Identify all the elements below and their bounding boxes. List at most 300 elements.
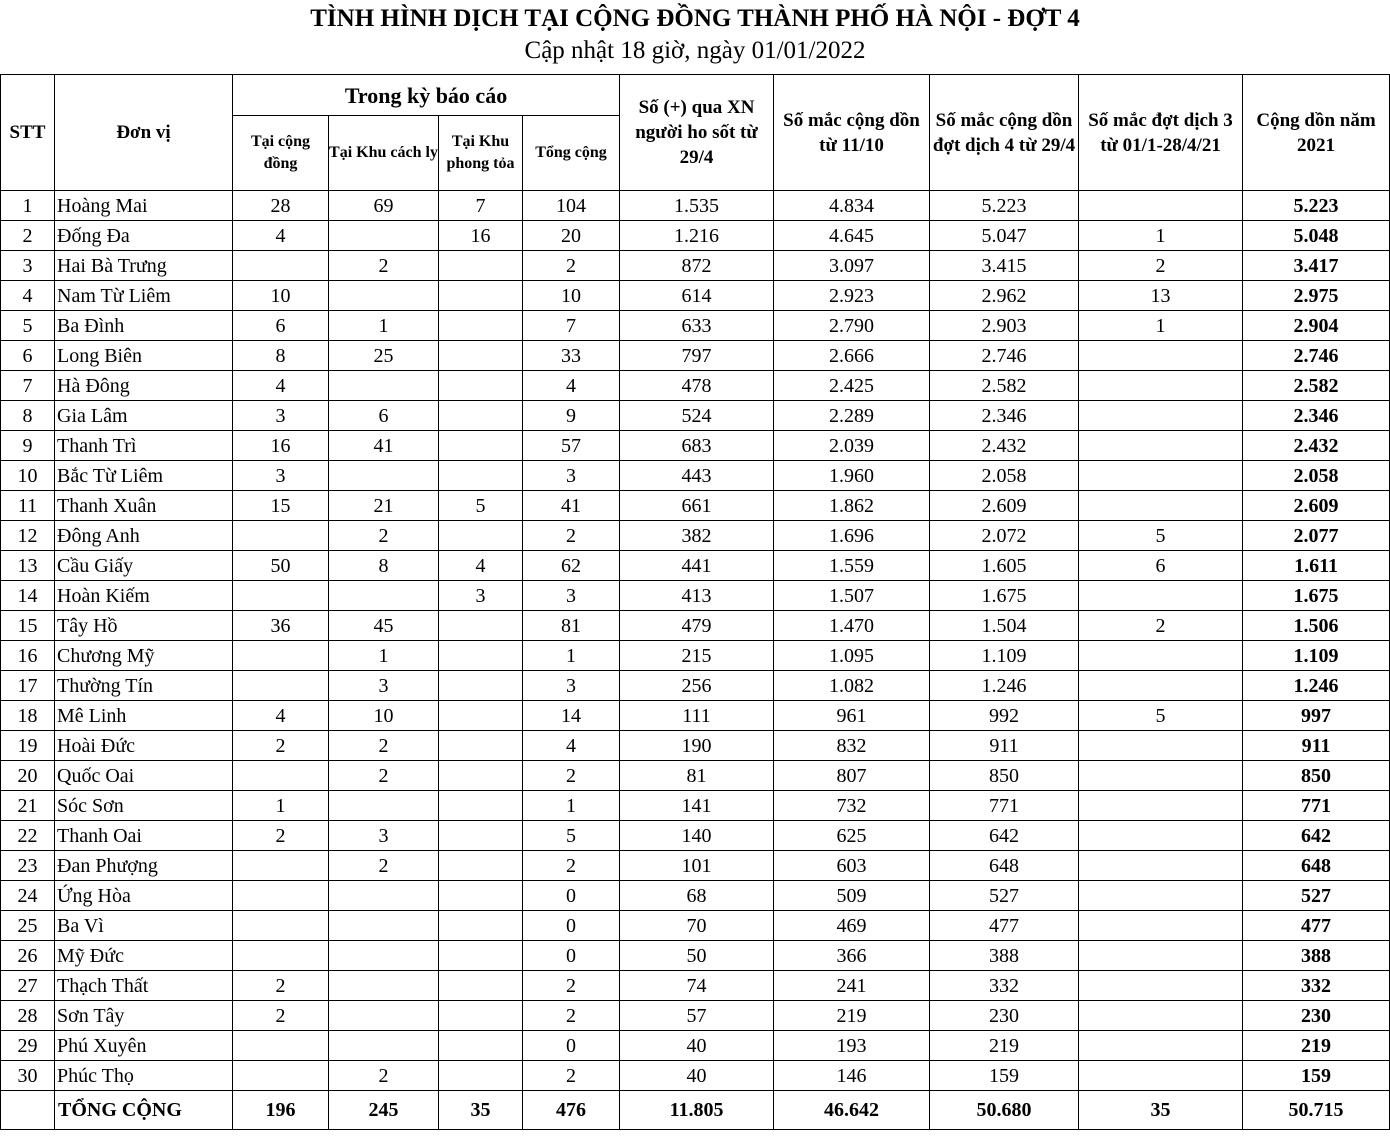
header-cong-don-2021: Cộng dồn năm 2021 bbox=[1243, 75, 1390, 191]
tai-khu-phong-toa-cell bbox=[439, 671, 523, 701]
total-tai-khu-cach-ly-cell: 245 bbox=[329, 1091, 439, 1130]
so-mac-dot4-cell: 1.675 bbox=[930, 581, 1079, 611]
table-row bbox=[1, 791, 1390, 821]
tai-cong-dong-cell: 15 bbox=[233, 491, 329, 521]
don-vi-cell: Đống Đa bbox=[55, 221, 233, 251]
so-mac-dot3-cell bbox=[1079, 461, 1243, 491]
tai-khu-phong-toa-cell bbox=[439, 851, 523, 881]
tai-cong-dong-cell bbox=[233, 251, 329, 281]
so-mac-dot4-cell: 1.109 bbox=[930, 641, 1079, 671]
tai-cong-dong-cell: 2 bbox=[233, 1001, 329, 1031]
so-mac-dot3-cell bbox=[1079, 1001, 1243, 1031]
tai-cong-dong-cell: 4 bbox=[233, 701, 329, 731]
tong-cong-cell: 0 bbox=[523, 941, 620, 971]
stt-cell: 1 bbox=[1, 191, 55, 221]
table-row bbox=[1, 911, 1390, 941]
tai-khu-phong-toa-cell: 16 bbox=[439, 221, 523, 251]
so-mac-dot3-cell bbox=[1079, 851, 1243, 881]
tai-cong-dong-cell: 28 bbox=[233, 191, 329, 221]
stt-cell: 23 bbox=[1, 851, 55, 881]
cong-don-2021-cell: 1.675 bbox=[1243, 581, 1390, 611]
so-mac-dot4-cell: 1.504 bbox=[930, 611, 1079, 641]
so-mac-dot3-cell bbox=[1079, 731, 1243, 761]
so-mac-dot4-cell: 2.903 bbox=[930, 311, 1079, 341]
table-row bbox=[1, 851, 1390, 881]
tai-khu-phong-toa-cell bbox=[439, 941, 523, 971]
so-mac-dot4-cell: 332 bbox=[930, 971, 1079, 1001]
tai-khu-cach-ly-cell: 1 bbox=[329, 641, 439, 671]
so-mac-dot4-cell: 642 bbox=[930, 821, 1079, 851]
cong-don-2021-cell: 1.246 bbox=[1243, 671, 1390, 701]
so-mac-dot4-cell: 5.047 bbox=[930, 221, 1079, 251]
stt-cell: 14 bbox=[1, 581, 55, 611]
so-mac-dot4-cell: 477 bbox=[930, 911, 1079, 941]
so-duong-tinh-cell: 683 bbox=[620, 431, 774, 461]
tai-khu-cach-ly-cell: 21 bbox=[329, 491, 439, 521]
tai-khu-cach-ly-cell: 25 bbox=[329, 341, 439, 371]
so-duong-tinh-cell: 40 bbox=[620, 1031, 774, 1061]
so-mac-cong-don-cell: 219 bbox=[774, 1001, 930, 1031]
cong-don-2021-cell: 2.904 bbox=[1243, 311, 1390, 341]
table-row bbox=[1, 431, 1390, 461]
so-mac-dot3-cell bbox=[1079, 761, 1243, 791]
so-mac-dot3-cell: 1 bbox=[1079, 311, 1243, 341]
header-don-vi: Đơn vị bbox=[55, 75, 233, 191]
tai-khu-phong-toa-cell bbox=[439, 641, 523, 671]
so-mac-cong-don-cell: 1.696 bbox=[774, 521, 930, 551]
tai-khu-phong-toa-cell bbox=[439, 701, 523, 731]
so-mac-dot3-cell: 1 bbox=[1079, 221, 1243, 251]
tai-khu-cach-ly-cell: 1 bbox=[329, 311, 439, 341]
tong-cong-cell: 33 bbox=[523, 341, 620, 371]
total-tong-cong-cell: 476 bbox=[523, 1091, 620, 1130]
tong-cong-cell: 14 bbox=[523, 701, 620, 731]
cong-don-2021-cell: 771 bbox=[1243, 791, 1390, 821]
so-mac-dot3-cell bbox=[1079, 191, 1243, 221]
tai-khu-phong-toa-cell bbox=[439, 1031, 523, 1061]
tai-khu-cach-ly-cell: 2 bbox=[329, 1061, 439, 1091]
cong-don-2021-cell: 2.346 bbox=[1243, 401, 1390, 431]
so-duong-tinh-cell: 74 bbox=[620, 971, 774, 1001]
header-tong-cong: Tổng cộng bbox=[523, 116, 620, 191]
tai-khu-cach-ly-cell bbox=[329, 881, 439, 911]
so-duong-tinh-cell: 478 bbox=[620, 371, 774, 401]
stt-cell: 19 bbox=[1, 731, 55, 761]
so-mac-cong-don-cell: 625 bbox=[774, 821, 930, 851]
table-row bbox=[1, 1061, 1390, 1091]
cong-don-2021-cell: 219 bbox=[1243, 1031, 1390, 1061]
so-mac-cong-don-cell: 1.960 bbox=[774, 461, 930, 491]
don-vi-cell: Mỹ Đức bbox=[55, 941, 233, 971]
so-mac-cong-don-cell: 509 bbox=[774, 881, 930, 911]
cong-don-2021-cell: 2.609 bbox=[1243, 491, 1390, 521]
so-mac-dot3-cell: 2 bbox=[1079, 251, 1243, 281]
stt-cell: 8 bbox=[1, 401, 55, 431]
so-mac-cong-don-cell: 3.097 bbox=[774, 251, 930, 281]
so-mac-dot4-cell: 388 bbox=[930, 941, 1079, 971]
don-vi-cell: Thạch Thất bbox=[55, 971, 233, 1001]
so-mac-dot4-cell: 2.746 bbox=[930, 341, 1079, 371]
don-vi-cell: Thanh Oai bbox=[55, 821, 233, 851]
tong-cong-cell: 4 bbox=[523, 731, 620, 761]
tai-khu-phong-toa-cell: 3 bbox=[439, 581, 523, 611]
tai-cong-dong-cell: 16 bbox=[233, 431, 329, 461]
cong-don-2021-cell: 642 bbox=[1243, 821, 1390, 851]
tong-cong-cell: 104 bbox=[523, 191, 620, 221]
tai-cong-dong-cell bbox=[233, 851, 329, 881]
so-mac-dot4-cell: 2.058 bbox=[930, 461, 1079, 491]
so-mac-dot3-cell bbox=[1079, 671, 1243, 701]
don-vi-cell: Gia Lâm bbox=[55, 401, 233, 431]
so-mac-dot3-cell: 6 bbox=[1079, 551, 1243, 581]
cong-don-2021-cell: 911 bbox=[1243, 731, 1390, 761]
don-vi-cell: Phúc Thọ bbox=[55, 1061, 233, 1091]
table-row bbox=[1, 281, 1390, 311]
table-body bbox=[1, 191, 1390, 1130]
so-mac-dot3-cell bbox=[1079, 431, 1243, 461]
don-vi-cell: Hoàn Kiếm bbox=[55, 581, 233, 611]
don-vi-cell: Chương Mỹ bbox=[55, 641, 233, 671]
table-row bbox=[1, 191, 1390, 221]
table-row bbox=[1, 1001, 1390, 1031]
header-trong-ky-bao-cao: Trong kỳ báo cáo bbox=[233, 75, 620, 116]
stt-cell: 4 bbox=[1, 281, 55, 311]
don-vi-cell: Hoàng Mai bbox=[55, 191, 233, 221]
table-row bbox=[1, 491, 1390, 521]
stt-cell: 6 bbox=[1, 341, 55, 371]
cong-don-2021-cell: 159 bbox=[1243, 1061, 1390, 1091]
so-mac-dot4-cell: 2.432 bbox=[930, 431, 1079, 461]
don-vi-cell: Hai Bà Trưng bbox=[55, 251, 233, 281]
so-mac-cong-don-cell: 193 bbox=[774, 1031, 930, 1061]
so-mac-cong-don-cell: 1.862 bbox=[774, 491, 930, 521]
don-vi-cell: Mê Linh bbox=[55, 701, 233, 731]
tai-cong-dong-cell: 4 bbox=[233, 371, 329, 401]
tong-cong-cell: 2 bbox=[523, 1061, 620, 1091]
tong-cong-cell: 9 bbox=[523, 401, 620, 431]
tai-khu-cach-ly-cell: 2 bbox=[329, 521, 439, 551]
stt-cell: 7 bbox=[1, 371, 55, 401]
so-mac-dot4-cell: 1.605 bbox=[930, 551, 1079, 581]
so-mac-dot3-cell bbox=[1079, 371, 1243, 401]
tai-khu-phong-toa-cell bbox=[439, 371, 523, 401]
table-row bbox=[1, 371, 1390, 401]
tai-khu-cach-ly-cell bbox=[329, 281, 439, 311]
so-duong-tinh-cell: 215 bbox=[620, 641, 774, 671]
tai-khu-phong-toa-cell bbox=[439, 341, 523, 371]
tai-khu-cach-ly-cell: 3 bbox=[329, 671, 439, 701]
total-row bbox=[1, 1091, 1390, 1130]
so-duong-tinh-cell: 140 bbox=[620, 821, 774, 851]
don-vi-cell: Đông Anh bbox=[55, 521, 233, 551]
header-so-duong-tinh: Số (+) qua XN người ho sốt từ 29/4 bbox=[620, 75, 774, 191]
tai-khu-cach-ly-cell: 2 bbox=[329, 251, 439, 281]
cong-don-2021-cell: 230 bbox=[1243, 1001, 1390, 1031]
tai-khu-cach-ly-cell bbox=[329, 221, 439, 251]
so-mac-cong-don-cell: 4.645 bbox=[774, 221, 930, 251]
cong-don-2021-cell: 332 bbox=[1243, 971, 1390, 1001]
cong-don-2021-cell: 2.582 bbox=[1243, 371, 1390, 401]
tai-cong-dong-cell bbox=[233, 911, 329, 941]
table-row bbox=[1, 671, 1390, 701]
tai-cong-dong-cell bbox=[233, 521, 329, 551]
don-vi-cell: Thanh Xuân bbox=[55, 491, 233, 521]
tai-khu-cach-ly-cell: 41 bbox=[329, 431, 439, 461]
table-row bbox=[1, 761, 1390, 791]
table-row bbox=[1, 521, 1390, 551]
tai-cong-dong-cell bbox=[233, 1061, 329, 1091]
so-mac-dot3-cell bbox=[1079, 1031, 1243, 1061]
stt-cell: 30 bbox=[1, 1061, 55, 1091]
so-mac-dot4-cell: 911 bbox=[930, 731, 1079, 761]
cong-don-2021-cell: 388 bbox=[1243, 941, 1390, 971]
so-mac-cong-don-cell: 1.082 bbox=[774, 671, 930, 701]
epidemic-table bbox=[0, 74, 1390, 1130]
tai-cong-dong-cell: 2 bbox=[233, 971, 329, 1001]
tong-cong-cell: 7 bbox=[523, 311, 620, 341]
tai-khu-phong-toa-cell bbox=[439, 1001, 523, 1031]
so-mac-cong-don-cell: 832 bbox=[774, 731, 930, 761]
tai-cong-dong-cell bbox=[233, 641, 329, 671]
tai-cong-dong-cell bbox=[233, 761, 329, 791]
so-mac-cong-don-cell: 603 bbox=[774, 851, 930, 881]
stt-cell: 22 bbox=[1, 821, 55, 851]
tai-khu-cach-ly-cell bbox=[329, 791, 439, 821]
tai-khu-phong-toa-cell bbox=[439, 281, 523, 311]
so-mac-dot3-cell bbox=[1079, 341, 1243, 371]
so-mac-cong-don-cell: 2.425 bbox=[774, 371, 930, 401]
so-duong-tinh-cell: 70 bbox=[620, 911, 774, 941]
tong-cong-cell: 0 bbox=[523, 881, 620, 911]
tong-cong-cell: 2 bbox=[523, 851, 620, 881]
tong-cong-cell: 0 bbox=[523, 911, 620, 941]
so-mac-dot4-cell: 5.223 bbox=[930, 191, 1079, 221]
don-vi-cell: Sóc Sơn bbox=[55, 791, 233, 821]
so-mac-dot4-cell: 771 bbox=[930, 791, 1079, 821]
stt-cell: 12 bbox=[1, 521, 55, 551]
tong-cong-cell: 1 bbox=[523, 791, 620, 821]
tong-cong-cell: 2 bbox=[523, 521, 620, 551]
stt-cell: 25 bbox=[1, 911, 55, 941]
so-duong-tinh-cell: 797 bbox=[620, 341, 774, 371]
tai-khu-phong-toa-cell bbox=[439, 611, 523, 641]
so-mac-dot4-cell: 2.346 bbox=[930, 401, 1079, 431]
so-duong-tinh-cell: 141 bbox=[620, 791, 774, 821]
tai-khu-phong-toa-cell bbox=[439, 1061, 523, 1091]
so-mac-dot4-cell: 2.072 bbox=[930, 521, 1079, 551]
so-mac-dot3-cell: 2 bbox=[1079, 611, 1243, 641]
so-mac-dot3-cell: 5 bbox=[1079, 521, 1243, 551]
tai-cong-dong-cell: 2 bbox=[233, 731, 329, 761]
cong-don-2021-cell: 2.975 bbox=[1243, 281, 1390, 311]
tai-cong-dong-cell: 1 bbox=[233, 791, 329, 821]
don-vi-cell: Sơn Tây bbox=[55, 1001, 233, 1031]
cong-don-2021-cell: 850 bbox=[1243, 761, 1390, 791]
tai-khu-cach-ly-cell: 8 bbox=[329, 551, 439, 581]
don-vi-cell: Quốc Oai bbox=[55, 761, 233, 791]
so-mac-dot4-cell: 850 bbox=[930, 761, 1079, 791]
tong-cong-cell: 2 bbox=[523, 251, 620, 281]
table-row bbox=[1, 971, 1390, 1001]
stt-cell: 2 bbox=[1, 221, 55, 251]
header-tai-cong-dong: Tại cộng đồng bbox=[233, 116, 329, 191]
don-vi-cell: Phú Xuyên bbox=[55, 1031, 233, 1061]
so-duong-tinh-cell: 50 bbox=[620, 941, 774, 971]
tai-khu-phong-toa-cell bbox=[439, 461, 523, 491]
so-duong-tinh-cell: 524 bbox=[620, 401, 774, 431]
so-duong-tinh-cell: 1.535 bbox=[620, 191, 774, 221]
tai-khu-cach-ly-cell: 6 bbox=[329, 401, 439, 431]
tai-khu-phong-toa-cell: 5 bbox=[439, 491, 523, 521]
table-row bbox=[1, 341, 1390, 371]
tong-cong-cell: 5 bbox=[523, 821, 620, 851]
cong-don-2021-cell: 5.223 bbox=[1243, 191, 1390, 221]
tai-cong-dong-cell: 3 bbox=[233, 461, 329, 491]
tong-cong-cell: 2 bbox=[523, 971, 620, 1001]
so-duong-tinh-cell: 40 bbox=[620, 1061, 774, 1091]
don-vi-cell: Ứng Hòa bbox=[55, 881, 233, 911]
cong-don-2021-cell: 2.432 bbox=[1243, 431, 1390, 461]
tong-cong-cell: 3 bbox=[523, 461, 620, 491]
stt-cell: 17 bbox=[1, 671, 55, 701]
table-row bbox=[1, 731, 1390, 761]
so-mac-cong-don-cell: 732 bbox=[774, 791, 930, 821]
tai-khu-cach-ly-cell: 45 bbox=[329, 611, 439, 641]
tai-cong-dong-cell bbox=[233, 941, 329, 971]
total-tai-khu-phong-toa-cell: 35 bbox=[439, 1091, 523, 1130]
don-vi-cell: Ba Vì bbox=[55, 911, 233, 941]
cong-don-2021-cell: 1.109 bbox=[1243, 641, 1390, 671]
so-mac-dot4-cell: 159 bbox=[930, 1061, 1079, 1091]
tai-khu-phong-toa-cell bbox=[439, 431, 523, 461]
don-vi-cell: Thường Tín bbox=[55, 671, 233, 701]
total-so-mac-cong-don-cell: 46.642 bbox=[774, 1091, 930, 1130]
so-mac-cong-don-cell: 366 bbox=[774, 941, 930, 971]
cong-don-2021-cell: 1.611 bbox=[1243, 551, 1390, 581]
tai-cong-dong-cell: 2 bbox=[233, 821, 329, 851]
so-mac-dot3-cell: 13 bbox=[1079, 281, 1243, 311]
tong-cong-cell: 0 bbox=[523, 1031, 620, 1061]
tai-khu-cach-ly-cell bbox=[329, 941, 439, 971]
stt-cell: 21 bbox=[1, 791, 55, 821]
so-mac-dot3-cell bbox=[1079, 821, 1243, 851]
so-mac-cong-don-cell: 807 bbox=[774, 761, 930, 791]
tong-cong-cell: 62 bbox=[523, 551, 620, 581]
tong-cong-cell: 57 bbox=[523, 431, 620, 461]
table-row bbox=[1, 611, 1390, 641]
table-row bbox=[1, 311, 1390, 341]
table-row bbox=[1, 641, 1390, 671]
so-mac-dot4-cell: 992 bbox=[930, 701, 1079, 731]
tong-cong-cell: 3 bbox=[523, 581, 620, 611]
so-mac-dot4-cell: 527 bbox=[930, 881, 1079, 911]
so-duong-tinh-cell: 443 bbox=[620, 461, 774, 491]
so-mac-dot3-cell bbox=[1079, 881, 1243, 911]
so-mac-dot4-cell: 3.415 bbox=[930, 251, 1079, 281]
so-duong-tinh-cell: 661 bbox=[620, 491, 774, 521]
tai-cong-dong-cell: 4 bbox=[233, 221, 329, 251]
tai-khu-phong-toa-cell bbox=[439, 401, 523, 431]
stt-cell: 15 bbox=[1, 611, 55, 641]
table-row bbox=[1, 581, 1390, 611]
total-don-vi-cell: TỔNG CỘNG bbox=[55, 1091, 233, 1130]
tai-cong-dong-cell bbox=[233, 671, 329, 701]
stt-cell: 24 bbox=[1, 881, 55, 911]
table-row bbox=[1, 941, 1390, 971]
tai-cong-dong-cell: 50 bbox=[233, 551, 329, 581]
cong-don-2021-cell: 477 bbox=[1243, 911, 1390, 941]
so-mac-cong-don-cell: 2.790 bbox=[774, 311, 930, 341]
so-mac-dot4-cell: 2.582 bbox=[930, 371, 1079, 401]
so-duong-tinh-cell: 101 bbox=[620, 851, 774, 881]
tai-cong-dong-cell bbox=[233, 1031, 329, 1061]
tong-cong-cell: 10 bbox=[523, 281, 620, 311]
so-duong-tinh-cell: 81 bbox=[620, 761, 774, 791]
don-vi-cell: Long Biên bbox=[55, 341, 233, 371]
so-mac-dot3-cell bbox=[1079, 401, 1243, 431]
tai-cong-dong-cell: 8 bbox=[233, 341, 329, 371]
so-duong-tinh-cell: 614 bbox=[620, 281, 774, 311]
table-row bbox=[1, 401, 1390, 431]
tong-cong-cell: 3 bbox=[523, 671, 620, 701]
table-row bbox=[1, 251, 1390, 281]
tai-khu-cach-ly-cell: 2 bbox=[329, 851, 439, 881]
tai-khu-cach-ly-cell bbox=[329, 1031, 439, 1061]
stt-cell: 13 bbox=[1, 551, 55, 581]
tai-khu-cach-ly-cell: 69 bbox=[329, 191, 439, 221]
total-tai-cong-dong-cell: 196 bbox=[233, 1091, 329, 1130]
tai-khu-cach-ly-cell: 2 bbox=[329, 761, 439, 791]
table-row bbox=[1, 551, 1390, 581]
don-vi-cell: Cầu Giấy bbox=[55, 551, 233, 581]
tai-khu-cach-ly-cell bbox=[329, 1001, 439, 1031]
cong-don-2021-cell: 2.058 bbox=[1243, 461, 1390, 491]
so-mac-dot4-cell: 219 bbox=[930, 1031, 1079, 1061]
header-so-mac-dot3: Số mắc đợt dịch 3 từ 01/1-28/4/21 bbox=[1079, 75, 1243, 191]
tai-khu-cach-ly-cell bbox=[329, 581, 439, 611]
so-mac-dot4-cell: 2.962 bbox=[930, 281, 1079, 311]
tai-khu-phong-toa-cell bbox=[439, 911, 523, 941]
so-mac-cong-don-cell: 1.095 bbox=[774, 641, 930, 671]
so-mac-dot3-cell bbox=[1079, 581, 1243, 611]
stt-cell: 16 bbox=[1, 641, 55, 671]
tai-khu-phong-toa-cell bbox=[439, 311, 523, 341]
tai-cong-dong-cell: 10 bbox=[233, 281, 329, 311]
so-mac-cong-don-cell: 469 bbox=[774, 911, 930, 941]
so-mac-dot3-cell bbox=[1079, 791, 1243, 821]
table-row bbox=[1, 221, 1390, 251]
stt-cell: 26 bbox=[1, 941, 55, 971]
cong-don-2021-cell: 3.417 bbox=[1243, 251, 1390, 281]
tai-khu-cach-ly-cell bbox=[329, 971, 439, 1001]
so-mac-dot4-cell: 230 bbox=[930, 1001, 1079, 1031]
table-row bbox=[1, 821, 1390, 851]
stt-cell: 11 bbox=[1, 491, 55, 521]
so-mac-cong-don-cell: 2.039 bbox=[774, 431, 930, 461]
cong-don-2021-cell: 1.506 bbox=[1243, 611, 1390, 641]
header-tai-khu-cach-ly: Tại Khu cách ly bbox=[329, 116, 439, 191]
tai-khu-phong-toa-cell: 4 bbox=[439, 551, 523, 581]
so-mac-cong-don-cell: 961 bbox=[774, 701, 930, 731]
cong-don-2021-cell: 5.048 bbox=[1243, 221, 1390, 251]
so-mac-cong-don-cell: 2.923 bbox=[774, 281, 930, 311]
tai-khu-cach-ly-cell: 10 bbox=[329, 701, 439, 731]
cong-don-2021-cell: 648 bbox=[1243, 851, 1390, 881]
stt-cell: 3 bbox=[1, 251, 55, 281]
tong-cong-cell: 41 bbox=[523, 491, 620, 521]
total-cong-don-2021-cell: 50.715 bbox=[1243, 1091, 1390, 1130]
so-mac-cong-don-cell: 146 bbox=[774, 1061, 930, 1091]
